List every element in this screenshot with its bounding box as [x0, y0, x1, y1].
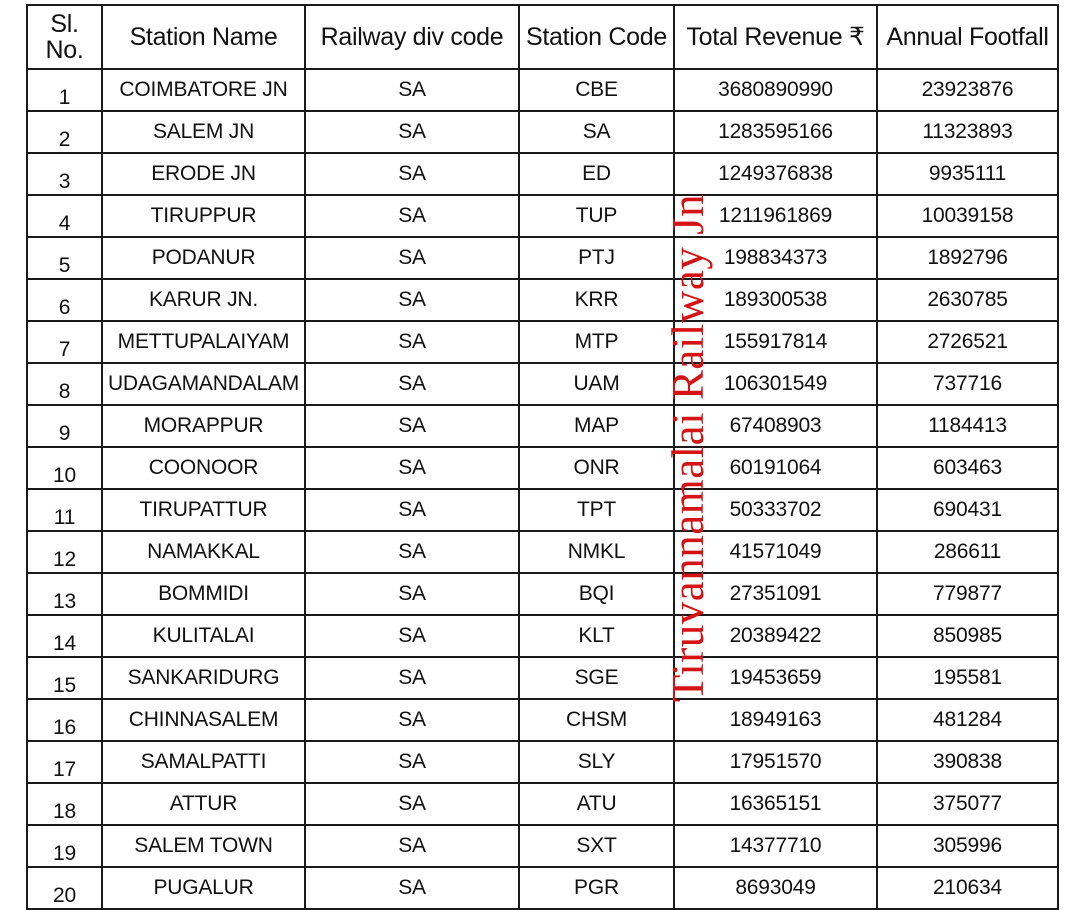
- cell-station-code: SLY: [519, 741, 674, 783]
- cell-div-code: SA: [305, 111, 519, 153]
- cell-total-revenue: 1211961869: [674, 195, 877, 237]
- cell-sl-no: 14: [27, 615, 102, 657]
- cell-station-code: PGR: [519, 867, 674, 909]
- cell-div-code: SA: [305, 867, 519, 909]
- cell-div-code: SA: [305, 363, 519, 405]
- header-total-revenue: Total Revenue ₹: [674, 5, 877, 69]
- table-row: [27, 237, 1058, 279]
- cell-sl-no: 6: [27, 279, 102, 321]
- cell-div-code: SA: [305, 573, 519, 615]
- cell-annual-footfall: 210634: [877, 867, 1058, 909]
- cell-annual-footfall: 390838: [877, 741, 1058, 783]
- cell-div-code: SA: [305, 825, 519, 867]
- cell-station-code: ATU: [519, 783, 674, 825]
- cell-div-code: SA: [305, 321, 519, 363]
- cell-total-revenue: 106301549: [674, 363, 877, 405]
- header-sl-no: [27, 5, 102, 69]
- cell-div-code: SA: [305, 531, 519, 573]
- cell-station-name: KULITALAI: [102, 615, 305, 657]
- header-row: [27, 5, 1058, 69]
- table-row: [27, 615, 1058, 657]
- cell-station-name: TIRUPATTUR: [102, 489, 305, 531]
- cell-total-revenue: 27351091: [674, 573, 877, 615]
- cell-annual-footfall: 737716: [877, 363, 1058, 405]
- cell-station-code: CBE: [519, 69, 674, 111]
- cell-station-code: PTJ: [519, 237, 674, 279]
- cell-station-name: UDAGAMANDALAM: [102, 363, 305, 405]
- cell-station-code: KRR: [519, 279, 674, 321]
- cell-annual-footfall: 850985: [877, 615, 1058, 657]
- cell-sl-no: 8: [27, 363, 102, 405]
- cell-div-code: SA: [305, 237, 519, 279]
- cell-station-name: NAMAKKAL: [102, 531, 305, 573]
- cell-total-revenue: 19453659: [674, 657, 877, 699]
- table-row: [27, 153, 1058, 195]
- cell-station-name: PUGALUR: [102, 867, 305, 909]
- table-row: [27, 321, 1058, 363]
- header-sl-line1: Sl.: [50, 9, 79, 38]
- cell-annual-footfall: 375077: [877, 783, 1058, 825]
- cell-station-code: NMKL: [519, 531, 674, 573]
- cell-station-name: ATTUR: [102, 783, 305, 825]
- watermark-text: Tiruvannamalai Railway Jn: [663, 193, 713, 703]
- station-revenue-table: [26, 4, 1059, 910]
- cell-total-revenue: 18949163: [674, 699, 877, 741]
- cell-total-revenue: 1249376838: [674, 153, 877, 195]
- cell-sl-no: 17: [27, 741, 102, 783]
- cell-station-code: ONR: [519, 447, 674, 489]
- cell-annual-footfall: 2630785: [877, 279, 1058, 321]
- table-row: [27, 699, 1058, 741]
- cell-annual-footfall: 1184413: [877, 405, 1058, 447]
- cell-div-code: SA: [305, 741, 519, 783]
- cell-sl-no: 16: [27, 699, 102, 741]
- cell-sl-no: 20: [27, 867, 102, 909]
- cell-station-code: UAM: [519, 363, 674, 405]
- cell-sl-no: 5: [27, 237, 102, 279]
- table-row: [27, 447, 1058, 489]
- table-header: [27, 5, 1058, 69]
- cell-station-name: BOMMIDI: [102, 573, 305, 615]
- header-railway-div-code: Railway div code: [305, 5, 519, 69]
- cell-station-name: SANKARIDURG: [102, 657, 305, 699]
- cell-station-code: TUP: [519, 195, 674, 237]
- cell-total-revenue: 16365151: [674, 783, 877, 825]
- cell-sl-no: 12: [27, 531, 102, 573]
- cell-station-name: SALEM TOWN: [102, 825, 305, 867]
- cell-station-code: ED: [519, 153, 674, 195]
- cell-annual-footfall: 23923876: [877, 69, 1058, 111]
- cell-div-code: SA: [305, 153, 519, 195]
- cell-station-name: KARUR JN.: [102, 279, 305, 321]
- cell-station-name: ERODE JN: [102, 153, 305, 195]
- cell-sl-no: 18: [27, 783, 102, 825]
- cell-station-code: TPT: [519, 489, 674, 531]
- cell-station-code: SXT: [519, 825, 674, 867]
- cell-station-name: SAMALPATTI: [102, 741, 305, 783]
- header-sl-line2: No.: [45, 36, 84, 64]
- cell-sl-no: 1: [27, 69, 102, 111]
- cell-total-revenue: 1283595166: [674, 111, 877, 153]
- cell-station-name: TIRUPPUR: [102, 195, 305, 237]
- cell-total-revenue: 17951570: [674, 741, 877, 783]
- cell-annual-footfall: 195581: [877, 657, 1058, 699]
- table-row: [27, 867, 1058, 909]
- cell-div-code: SA: [305, 69, 519, 111]
- cell-annual-footfall: 10039158: [877, 195, 1058, 237]
- cell-station-name: SALEM JN: [102, 111, 305, 153]
- cell-station-code: BQI: [519, 573, 674, 615]
- table-row: [27, 741, 1058, 783]
- cell-annual-footfall: 2726521: [877, 321, 1058, 363]
- cell-div-code: SA: [305, 405, 519, 447]
- cell-annual-footfall: 779877: [877, 573, 1058, 615]
- cell-station-code: SGE: [519, 657, 674, 699]
- cell-sl-no: 4: [27, 195, 102, 237]
- cell-sl-no: 2: [27, 111, 102, 153]
- cell-total-revenue: 198834373: [674, 237, 877, 279]
- cell-annual-footfall: 603463: [877, 447, 1058, 489]
- cell-div-code: SA: [305, 699, 519, 741]
- cell-div-code: SA: [305, 279, 519, 321]
- cell-sl-no: 7: [27, 321, 102, 363]
- cell-annual-footfall: 690431: [877, 489, 1058, 531]
- cell-station-code: SA: [519, 111, 674, 153]
- table-row: [27, 279, 1058, 321]
- cell-sl-no: 13: [27, 573, 102, 615]
- table-row: [27, 195, 1058, 237]
- cell-div-code: SA: [305, 447, 519, 489]
- cell-annual-footfall: 286611: [877, 531, 1058, 573]
- cell-total-revenue: 8693049: [674, 867, 877, 909]
- header-station-code: Station Code: [519, 5, 674, 69]
- cell-sl-no: 10: [27, 447, 102, 489]
- cell-sl-no: 11: [27, 489, 102, 531]
- cell-station-code: MAP: [519, 405, 674, 447]
- cell-station-name: METTUPALAIYAM: [102, 321, 305, 363]
- cell-station-code: CHSM: [519, 699, 674, 741]
- table-row: [27, 111, 1058, 153]
- cell-total-revenue: 41571049: [674, 531, 877, 573]
- cell-station-name: MORAPPUR: [102, 405, 305, 447]
- header-annual-footfall: Annual Footfall: [877, 5, 1058, 69]
- cell-annual-footfall: 9935111: [877, 153, 1058, 195]
- cell-div-code: SA: [305, 657, 519, 699]
- cell-station-name: COONOOR: [102, 447, 305, 489]
- cell-station-code: MTP: [519, 321, 674, 363]
- cell-div-code: SA: [305, 489, 519, 531]
- table-row: [27, 825, 1058, 867]
- table-row: [27, 531, 1058, 573]
- cell-total-revenue: 50333702: [674, 489, 877, 531]
- cell-total-revenue: 3680890990: [674, 69, 877, 111]
- cell-sl-no: 3: [27, 153, 102, 195]
- cell-station-name: COIMBATORE JN: [102, 69, 305, 111]
- cell-total-revenue: 60191064: [674, 447, 877, 489]
- cell-sl-no: 9: [27, 405, 102, 447]
- cell-total-revenue: 189300538: [674, 279, 877, 321]
- cell-annual-footfall: 1892796: [877, 237, 1058, 279]
- cell-div-code: SA: [305, 783, 519, 825]
- table-row: [27, 489, 1058, 531]
- table-row: [27, 783, 1058, 825]
- cell-div-code: SA: [305, 195, 519, 237]
- table-row: [27, 405, 1058, 447]
- cell-station-name: PODANUR: [102, 237, 305, 279]
- table-row: [27, 363, 1058, 405]
- cell-station-name: CHINNASALEM: [102, 699, 305, 741]
- table-row: [27, 69, 1058, 111]
- cell-sl-no: 15: [27, 657, 102, 699]
- table-body: [27, 69, 1058, 909]
- cell-annual-footfall: 11323893: [877, 111, 1058, 153]
- cell-total-revenue: 20389422: [674, 615, 877, 657]
- header-station-name: Station Name: [102, 5, 305, 69]
- cell-annual-footfall: 481284: [877, 699, 1058, 741]
- cell-total-revenue: 14377710: [674, 825, 877, 867]
- cell-sl-no: 19: [27, 825, 102, 867]
- table-row: [27, 657, 1058, 699]
- cell-station-code: KLT: [519, 615, 674, 657]
- table-row: [27, 573, 1058, 615]
- cell-div-code: SA: [305, 615, 519, 657]
- cell-annual-footfall: 305996: [877, 825, 1058, 867]
- cell-total-revenue: 67408903: [674, 405, 877, 447]
- cell-total-revenue: 155917814: [674, 321, 877, 363]
